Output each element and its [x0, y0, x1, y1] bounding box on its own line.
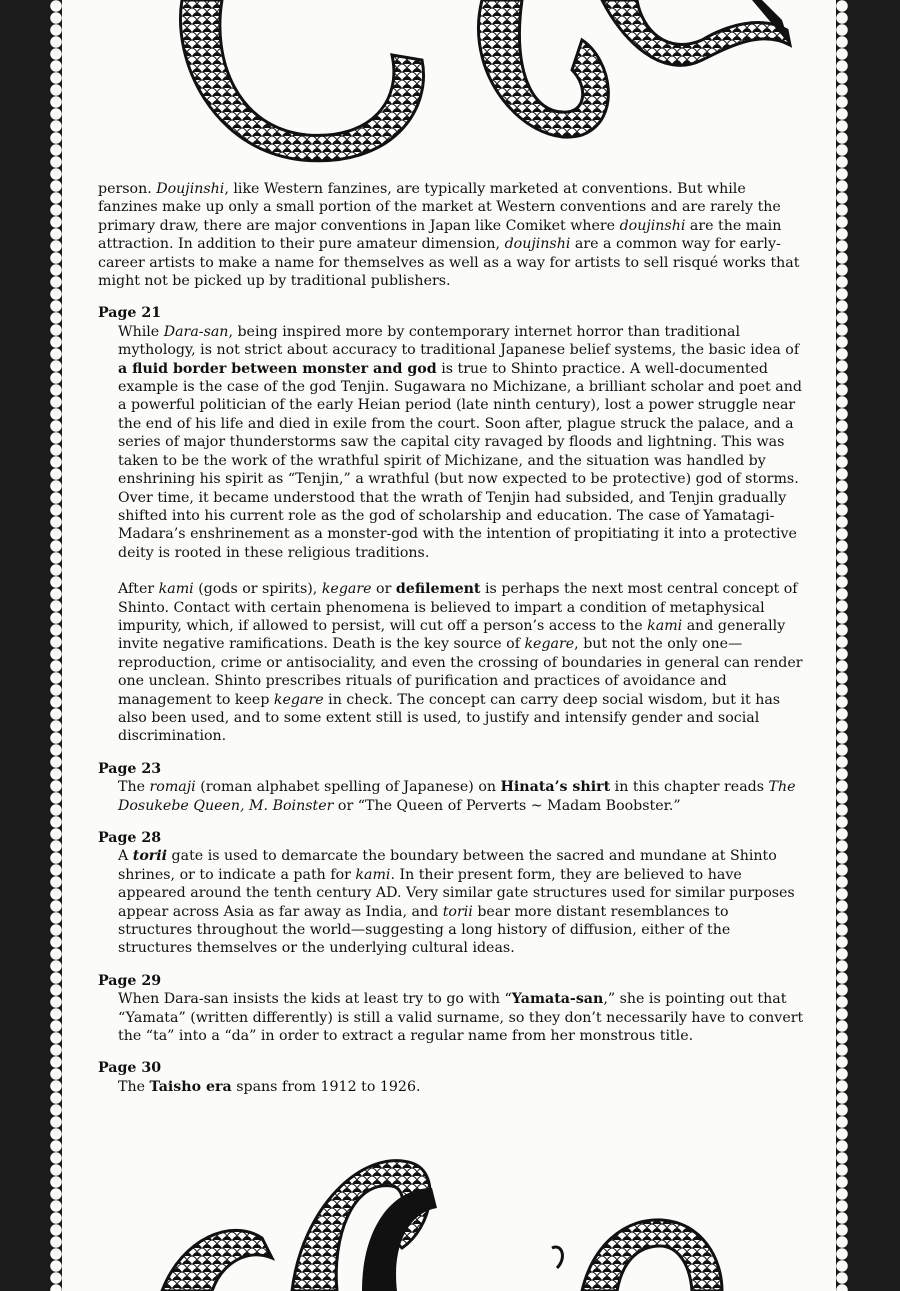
text-run: The	[118, 1078, 150, 1095]
bold-term: Hinata’s shirt	[500, 779, 611, 796]
italic-term: kami	[158, 581, 194, 598]
text-run: While	[118, 323, 164, 340]
page-notes-list	[98, 304, 804, 1096]
page-note-label: Page 21	[98, 305, 162, 322]
page-edge-left	[50, 0, 62, 1291]
page-note-paragraph	[98, 778, 804, 815]
page-edge-right	[836, 0, 848, 1291]
bold-term: a fluid border between monster and god	[118, 360, 437, 377]
page-note	[98, 972, 804, 1046]
text-run: (gods or spirits),	[193, 581, 322, 598]
text-run: in this chapter reads	[610, 779, 769, 796]
italic-term: doujinshi	[619, 217, 686, 234]
serpent-illustration-top	[62, 0, 836, 170]
page-note	[98, 304, 804, 745]
text-run: person.	[98, 181, 157, 197]
page-note	[98, 1059, 804, 1096]
italic-term: kegare	[273, 691, 324, 708]
italic-term: torii	[442, 903, 473, 920]
italic-term: The Dosukebe Queen, M. Boinster	[118, 779, 796, 814]
page-note-label: Page 28	[98, 830, 162, 846]
text-run: is true to Shinto practice. A well-documented example is the case of the god Tenjin. Sugawara no Michizane, a brilliant scholar and poet and a powerful politician of the early Heian period (late ninth century), lost a power struggle near the end of his life and died in exile from the court. Soon after, plague struck the palace, and a series of major thunderstorms saw the capital city ravaged by floods and lightning. This was taken to be the work of the wrathful spirit of Michizane, and the situation was handled by enshrining his spirit as “Tenjin,” a wrathful (but now expected to be protective) god of storms. Over time, it became understood that the wrath of Tenjin had subsided, and Tenjin gradually shifted into his current role as the god of scholarship and education. The case of Yamatagi-Madara’s enshrinement as a monster-god with the intention of propitiating it into a protective deity is rooted in these religious traditions.	[118, 360, 802, 561]
text-run: gate is used to demarcate the boundary between the sacred and mundane at Shinto shrines, or to indicate a path for	[118, 848, 777, 883]
italic-term: kami	[647, 617, 683, 634]
italic-term: romaji	[149, 779, 196, 796]
page-note-paragraph	[98, 323, 804, 562]
page-note-paragraph	[98, 580, 804, 746]
text-run: When Dara-san insists the kids at least try to go with “	[118, 991, 512, 1008]
text-run: , being inspired more by contemporary internet horror than traditional mythology, is not strict about accuracy to traditional Japanese belief systems, the basic idea of	[118, 323, 800, 359]
text-run: The	[118, 779, 150, 796]
italic-term: Doujinshi	[156, 181, 225, 197]
text-run: or	[371, 581, 396, 598]
intro-paragraph	[98, 180, 804, 290]
notes-text	[98, 180, 804, 1096]
text-run: After	[118, 581, 159, 598]
italic-term: Dara-san	[163, 323, 229, 340]
text-run: , like Western fanzines, are typically marketed at conventions. But while fanzines make up only a small portion of the market at Western conventions and are rarely the primary draw, there are major conventions in Japan like Comiket where	[98, 181, 781, 234]
text-run: are the main attraction. In addition to their pure amateur dimension,	[98, 217, 782, 253]
bold-term: defilement	[395, 581, 481, 598]
text-run: and generally invite negative ramifications. Death is the key source of	[118, 617, 786, 653]
bold-term: Taisho era	[149, 1078, 232, 1095]
text-run: bear more distant resemblances to structures throughout the world—suggesting a long history of diffusion, either of the structures themselves or the underlying cultural ideas.	[118, 903, 731, 957]
bold-term: Yamata-san	[511, 991, 604, 1008]
page-note-label: Page 23	[98, 760, 162, 777]
text-run: ,” she is pointing out that “Yamata” (written differently) is still a valid surname, so they don’t necessarily have to convert the “ta” into a “da” in order to extract a regular name from her monstrous title.	[118, 991, 804, 1045]
page-note	[98, 829, 804, 958]
page-note	[98, 760, 804, 815]
page-note-label: Page 29	[98, 972, 162, 989]
text-run: are a common way for early-career artists to make a name for themselves as well as a way for artists to sell risqué works that might not be picked up by traditional publishers.	[98, 236, 800, 290]
page-note-label: Page 30	[98, 1060, 162, 1077]
page-note-paragraph	[98, 1078, 804, 1096]
italic-term: kami	[355, 866, 391, 883]
text-run: A	[118, 848, 133, 865]
text-run: . In their present form, they are believed to have appeared around the tenth century AD. Very similar gate structures used for similar purposes appear across Asia as far away as India, and	[118, 866, 795, 920]
italic-term: kegare	[321, 581, 372, 598]
page-note-paragraph	[98, 990, 804, 1045]
text-run: spans from 1912 to 1926.	[231, 1078, 421, 1095]
bold-term: torii	[132, 848, 168, 865]
text-run: in check. The concept can carry deep social wisdom, but it has also been used, and to some extent still is used, to justify and intensify gender and social discrimination.	[118, 691, 781, 745]
italic-term: doujinshi	[504, 236, 571, 253]
serpent-illustration-bottom	[62, 1128, 836, 1291]
text-run: is perhaps the next most central concept of Shinto. Contact with certain phenomena is believed to impart a condition of metaphysical impurity, which, if allowed to persist, will cut off a person’s access to the	[118, 581, 798, 634]
page-note-paragraph	[98, 847, 804, 957]
text-run: , but not the only one—reproduction, crime or antisociality, and even the crossing of boundaries in general can render one unclean. Shinto prescribes rituals of purification and practices of avoidance and management to keep	[118, 636, 803, 708]
text-run: or “The Queen of Perverts ~ Madam Boobster.”	[333, 797, 681, 814]
text-run: (roman alphabet spelling of Japanese) on	[195, 779, 501, 796]
italic-term: kegare	[524, 636, 575, 653]
paragraph-gap	[98, 562, 804, 580]
